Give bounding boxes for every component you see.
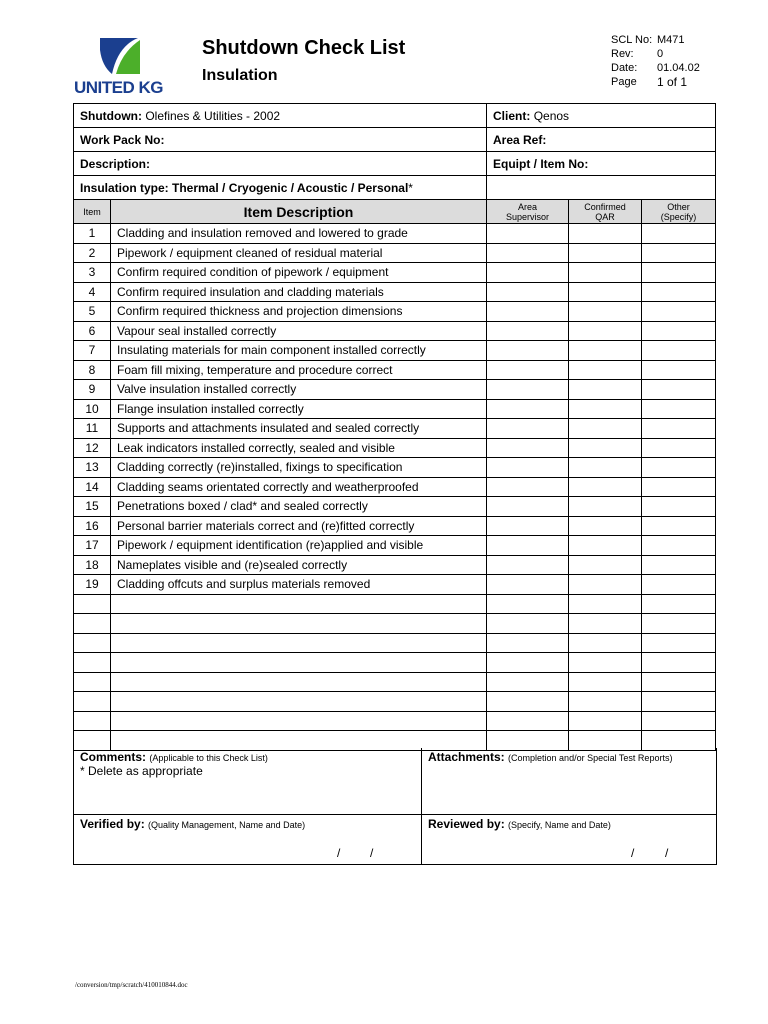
item-number: 18 — [74, 555, 111, 575]
other-cell[interactable] — [642, 224, 716, 244]
area-supervisor-cell[interactable] — [487, 614, 569, 634]
item-description: Pipework / equipment identification (re)applied and visible — [111, 536, 487, 556]
item-description: Leak indicators installed correctly, sealed and visible — [111, 438, 487, 458]
other-cell[interactable] — [642, 419, 716, 439]
item-number: 19 — [74, 575, 111, 595]
area-supervisor-cell[interactable] — [487, 438, 569, 458]
other-cell[interactable] — [642, 516, 716, 536]
item-description: Insulating materials for main component installed correctly — [111, 341, 487, 361]
area-supervisor-cell[interactable] — [487, 555, 569, 575]
item-number — [74, 633, 111, 653]
item-number: 12 — [74, 438, 111, 458]
area-supervisor-cell[interactable] — [487, 536, 569, 556]
meta-page: Page 1 of 1 — [611, 75, 688, 89]
table-row — [74, 243, 716, 263]
united-kg-logo — [74, 36, 170, 98]
confirmed-qar-cell[interactable] — [569, 321, 642, 341]
confirmed-qar-cell[interactable] — [569, 555, 642, 575]
item-number: 9 — [74, 380, 111, 400]
table-row — [74, 711, 716, 731]
area-supervisor-cell[interactable] — [487, 692, 569, 712]
table-row — [74, 653, 716, 673]
other-cell[interactable] — [642, 438, 716, 458]
area-supervisor-cell[interactable] — [487, 263, 569, 283]
description-row — [74, 152, 716, 176]
table-row — [74, 497, 716, 517]
item-number: 14 — [74, 477, 111, 497]
confirmed-qar-cell[interactable] — [569, 224, 642, 244]
item-description: Nameplates visible and (re)sealed correctly — [111, 555, 487, 575]
other-cell[interactable] — [642, 575, 716, 595]
area-supervisor-cell[interactable] — [487, 672, 569, 692]
table-row — [74, 672, 716, 692]
confirmed-qar-cell[interactable] — [569, 458, 642, 478]
table-row — [74, 321, 716, 341]
table-row — [74, 555, 716, 575]
confirmed-qar-cell[interactable] — [569, 380, 642, 400]
table-row — [74, 282, 716, 302]
confirmed-qar-cell[interactable] — [569, 477, 642, 497]
meta-scl: SCL No: M471 — [611, 34, 685, 46]
item-number: 15 — [74, 497, 111, 517]
confirmed-qar-cell[interactable] — [569, 594, 642, 614]
confirmed-qar-cell[interactable] — [569, 575, 642, 595]
other-cell[interactable] — [642, 633, 716, 653]
item-number — [74, 672, 111, 692]
confirmed-qar-cell[interactable] — [569, 419, 642, 439]
other-cell[interactable] — [642, 243, 716, 263]
other-cell[interactable] — [642, 263, 716, 283]
area-supervisor-cell[interactable] — [487, 458, 569, 478]
reviewed-date-slash-2: / — [665, 846, 669, 860]
client-cell: Client: Qenos — [487, 104, 716, 128]
comments-box: Comments: (Applicable to this Check List) * Delete as appropriate — [80, 750, 268, 778]
confirmed-qar-cell[interactable] — [569, 360, 642, 380]
table-row — [74, 614, 716, 634]
item-number: 5 — [74, 302, 111, 322]
footer-divider-horizontal — [74, 814, 716, 815]
confirmed-qar-cell[interactable] — [569, 711, 642, 731]
item-number — [74, 594, 111, 614]
item-description: Confirm required insulation and cladding materials — [111, 282, 487, 302]
table-row — [74, 341, 716, 361]
item-number — [74, 614, 111, 634]
item-number: 2 — [74, 243, 111, 263]
confirmed-qar-cell[interactable] — [569, 341, 642, 361]
confirmed-qar-cell[interactable] — [569, 614, 642, 634]
item-number — [74, 711, 111, 731]
area-supervisor-cell[interactable] — [487, 575, 569, 595]
insulation-type-cell: Insulation type: Thermal / Cryogenic / Acoustic / Personal* — [74, 176, 487, 200]
table-row — [74, 594, 716, 614]
confirmed-qar-cell[interactable] — [569, 692, 642, 712]
other-cell[interactable] — [642, 380, 716, 400]
item-description — [111, 633, 487, 653]
other-cell[interactable] — [642, 594, 716, 614]
area-supervisor-cell[interactable] — [487, 594, 569, 614]
item-number: 11 — [74, 419, 111, 439]
area-supervisor-cell[interactable] — [487, 497, 569, 517]
table-row — [74, 438, 716, 458]
verified-date-slash-1: / — [337, 846, 341, 860]
other-cell[interactable] — [642, 711, 716, 731]
table-row — [74, 419, 716, 439]
table-row — [74, 224, 716, 244]
other-cell[interactable] — [642, 653, 716, 673]
column-header-row — [74, 200, 716, 224]
other-cell[interactable] — [642, 497, 716, 517]
confirmed-qar-cell[interactable] — [569, 282, 642, 302]
work-pack-cell: Work Pack No: — [74, 128, 487, 152]
insulation-type-row — [74, 176, 716, 200]
other-cell[interactable] — [642, 321, 716, 341]
item-description — [111, 672, 487, 692]
shutdown-cell: Shutdown: Olefines & Utilities - 2002 — [74, 104, 487, 128]
item-number: 1 — [74, 224, 111, 244]
area-supervisor-cell[interactable] — [487, 224, 569, 244]
area-supervisor-cell[interactable] — [487, 360, 569, 380]
item-description — [111, 692, 487, 712]
area-supervisor-cell[interactable] — [487, 341, 569, 361]
item-description — [111, 711, 487, 731]
confirmed-qar-cell[interactable] — [569, 263, 642, 283]
item-description: Cladding seams orientated correctly and weatherproofed — [111, 477, 487, 497]
area-supervisor-cell[interactable] — [487, 711, 569, 731]
other-cell[interactable] — [642, 341, 716, 361]
table-row — [74, 692, 716, 712]
comments-text: * Delete as appropriate — [80, 764, 203, 778]
confirmed-qar-cell[interactable] — [569, 536, 642, 556]
meta-date: Date: 01.04.02 — [611, 62, 700, 74]
work-pack-row — [74, 128, 716, 152]
area-supervisor-cell[interactable] — [487, 633, 569, 653]
other-cell[interactable] — [642, 399, 716, 419]
logo-mark-icon — [98, 36, 142, 76]
table-row — [74, 575, 716, 595]
item-description: Pipework / equipment cleaned of residual material — [111, 243, 487, 263]
item-description: Cladding and insulation removed and lowered to grade — [111, 224, 487, 244]
item-description — [111, 614, 487, 634]
item-description: Cladding correctly (re)installed, fixings to specification — [111, 458, 487, 478]
description-cell: Description: — [74, 152, 487, 176]
other-cell[interactable] — [642, 458, 716, 478]
table-row — [74, 399, 716, 419]
item-description — [111, 653, 487, 673]
item-description: Cladding offcuts and surplus materials removed — [111, 575, 487, 595]
item-description: Personal barrier materials correct and (re)fitted correctly — [111, 516, 487, 536]
item-description: Confirm required thickness and projection dimensions — [111, 302, 487, 322]
logo-text: UNITED KG — [74, 78, 163, 97]
insulation-type-blank — [487, 176, 716, 200]
table-row — [74, 458, 716, 478]
footer-divider-vertical — [421, 748, 422, 864]
area-supervisor-cell[interactable] — [487, 477, 569, 497]
item-description: Flange insulation installed correctly — [111, 399, 487, 419]
footer-section — [73, 748, 717, 865]
item-description: Penetrations boxed / clad* and sealed correctly — [111, 497, 487, 517]
confirmed-qar-cell[interactable] — [569, 516, 642, 536]
item-number: 10 — [74, 399, 111, 419]
item-rows — [74, 224, 716, 751]
meta-rev: Rev: 0 — [611, 48, 664, 60]
confirmed-qar-cell[interactable] — [569, 672, 642, 692]
col-other: Other (Specify) — [642, 200, 716, 224]
confirmed-qar-cell[interactable] — [569, 399, 642, 419]
item-description: Foam fill mixing, temperature and procedure correct — [111, 360, 487, 380]
item-description: Confirm required condition of pipework / equipment — [111, 263, 487, 283]
page-title: Shutdown Check List — [202, 37, 406, 59]
area-supervisor-cell[interactable] — [487, 243, 569, 263]
area-supervisor-cell[interactable] — [487, 399, 569, 419]
table-row — [74, 360, 716, 380]
item-description: Vapour seal installed correctly — [111, 321, 487, 341]
shutdown-row — [74, 104, 716, 128]
other-cell[interactable] — [642, 555, 716, 575]
other-cell[interactable] — [642, 477, 716, 497]
table-row — [74, 633, 716, 653]
confirmed-qar-cell[interactable] — [569, 243, 642, 263]
table-row — [74, 302, 716, 322]
document-meta — [611, 33, 700, 89]
item-number: 4 — [74, 282, 111, 302]
other-cell[interactable] — [642, 614, 716, 634]
item-number — [74, 692, 111, 712]
col-confirmed-qar: Confirmed QAR — [569, 200, 642, 224]
area-supervisor-cell[interactable] — [487, 282, 569, 302]
checklist-table — [73, 103, 716, 751]
area-supervisor-cell[interactable] — [487, 321, 569, 341]
item-description: Supports and attachments insulated and sealed correctly — [111, 419, 487, 439]
other-cell[interactable] — [642, 360, 716, 380]
item-number: 17 — [74, 536, 111, 556]
reviewed-box: Reviewed by: (Specify, Name and Date) — [428, 817, 611, 831]
area-supervisor-cell[interactable] — [487, 419, 569, 439]
table-row — [74, 263, 716, 283]
item-number: 13 — [74, 458, 111, 478]
reviewed-date-slash-1: / — [631, 846, 635, 860]
item-number — [74, 653, 111, 673]
area-supervisor-cell[interactable] — [487, 380, 569, 400]
item-number: 3 — [74, 263, 111, 283]
verified-box: Verified by: (Quality Management, Name and Date) — [80, 817, 306, 831]
table-row — [74, 516, 716, 536]
table-row — [74, 477, 716, 497]
other-cell[interactable] — [642, 282, 716, 302]
table-row — [74, 536, 716, 556]
confirmed-qar-cell[interactable] — [569, 302, 642, 322]
item-number: 6 — [74, 321, 111, 341]
equipt-cell: Equipt / Item No: — [487, 152, 716, 176]
area-ref-cell: Area Ref: — [487, 128, 716, 152]
other-cell[interactable] — [642, 536, 716, 556]
confirmed-qar-cell[interactable] — [569, 438, 642, 458]
attachments-box: Attachments: (Completion and/or Special Test Reports) — [428, 750, 673, 764]
other-cell[interactable] — [642, 692, 716, 712]
page-subtitle: Insulation — [202, 67, 278, 84]
verified-date-slash-2: / — [370, 846, 374, 860]
item-description: Valve insulation installed correctly — [111, 380, 487, 400]
item-number: 7 — [74, 341, 111, 361]
item-number: 16 — [74, 516, 111, 536]
other-cell[interactable] — [642, 672, 716, 692]
col-description: Item Description — [111, 200, 487, 224]
area-supervisor-cell[interactable] — [487, 302, 569, 322]
item-number: 8 — [74, 360, 111, 380]
other-cell[interactable] — [642, 302, 716, 322]
file-path: /conversion/tmp/scratch/410010844.doc — [75, 981, 188, 989]
area-supervisor-cell[interactable] — [487, 516, 569, 536]
col-item: Item — [74, 200, 111, 224]
item-description — [111, 594, 487, 614]
confirmed-qar-cell[interactable] — [569, 633, 642, 653]
confirmed-qar-cell[interactable] — [569, 497, 642, 517]
area-supervisor-cell[interactable] — [487, 653, 569, 673]
table-row — [74, 380, 716, 400]
confirmed-qar-cell[interactable] — [569, 653, 642, 673]
col-area-supervisor: Area Supervisor — [487, 200, 569, 224]
